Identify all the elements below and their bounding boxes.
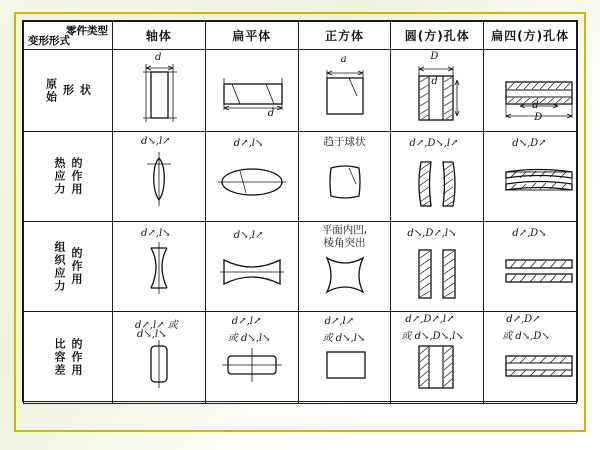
cell-r2-c5 [484, 132, 577, 222]
cell-r3-c5 [484, 222, 577, 312]
column-header-cube: 正方体 [298, 22, 391, 50]
annotation-change: d↘,l↗ [233, 230, 264, 241]
table-row [24, 132, 577, 222]
cell-r1-c5 [484, 50, 577, 132]
corner-bottom-left-label: 变形形式 [28, 35, 70, 47]
annotation-D: D [534, 112, 543, 123]
cell-r4-c4 [391, 312, 484, 404]
annotation-concave-line1: 平面内凹, [321, 224, 368, 236]
corner-top-right-label: 零件类型 [66, 25, 108, 37]
frame-border-left [14, 12, 16, 432]
table-row [24, 50, 577, 132]
annotation-d: d [155, 52, 162, 63]
row-header-thermal-stress [24, 132, 113, 222]
table-header-row [24, 22, 577, 50]
row-header-specific-volume [24, 312, 113, 404]
column-header-flat: 扁平体 [205, 22, 298, 50]
row-header-original-shape-label: 原始 [44, 77, 58, 104]
cell-r3-c4 [391, 222, 484, 312]
annotation-change-line2: 或 d↘,D↘,l↘ [401, 331, 464, 342]
annotation-change: d↗,l↘ [141, 228, 171, 239]
annotation-D: D [430, 51, 439, 62]
row-header-specific-volume-label: 比容差 [53, 338, 66, 377]
table-row [24, 222, 577, 312]
annotation-spherical-tendency: 趋于球状 [323, 136, 366, 148]
annotation-d: d [532, 100, 539, 111]
cell-r4-c3 [298, 312, 391, 404]
annotation-change: d↘,l↗ [141, 136, 171, 147]
row-header-original-shape-label3: 状 [78, 84, 92, 97]
cell-r4-c5 [484, 312, 577, 404]
corner-header-cell [24, 22, 113, 50]
row-header-specific-volume-suffix: 的作用 [70, 338, 83, 377]
annotation-change-line1: d↗,D↗,l↗ [405, 314, 455, 325]
cell-r1-c1 [113, 50, 206, 132]
annotation-change: d↗,l↘ [233, 138, 264, 149]
annotation-d: d [431, 76, 438, 87]
cell-r2-c1 [113, 132, 206, 222]
annotation-change: d↗,D↘,l↗ [409, 138, 459, 149]
row-header-transformation-stress [24, 222, 113, 312]
cell-r1-c3 [298, 50, 391, 132]
annotation-change-line1: d↗,l↗ [324, 316, 355, 327]
annotation-change-line1: d↗,l↗ 或 [135, 320, 178, 331]
annotation-change-line1: d↗,D↗ [506, 314, 541, 325]
column-header-shaft: 轴体 [113, 22, 206, 50]
cell-r4-c2 [205, 312, 298, 404]
annotation-a: a [340, 54, 347, 65]
annotation-change-line2: d↘,l↘ [137, 329, 167, 340]
annotation-concave-line2: 棱角突出 [323, 237, 366, 249]
frame-border-top [14, 12, 586, 14]
cell-r2-c2 [205, 132, 298, 222]
annotation-change-line1: d↗,l↗ [231, 316, 262, 327]
table [23, 21, 577, 404]
annotation-change: d↘,D↗,l↘ [407, 228, 457, 239]
row-header-original-shape-label2: 形 [61, 84, 75, 97]
cell-r3-c1 [113, 222, 206, 312]
row-header-original-shape [24, 50, 113, 132]
annotation-change: d↘,D↗ [512, 138, 547, 149]
deformation-table [22, 20, 578, 402]
frame-border-bottom [14, 430, 586, 432]
annotation-change-line2: 或 d↘,l↘ [227, 333, 271, 344]
cell-r3-c2 [205, 222, 298, 312]
cell-r2-c3 [298, 132, 391, 222]
row-header-thermal-stress-suffix: 的作用 [70, 157, 83, 196]
column-header-flat-square-hole: 扁四(方)孔体 [484, 22, 577, 50]
cell-r1-c2 [205, 50, 298, 132]
row-header-thermal-stress-label: 热应力 [53, 157, 66, 196]
cell-r2-c4 [391, 132, 484, 222]
table-row [24, 312, 577, 404]
row-header-transformation-stress-suffix: 的作用 [70, 247, 83, 286]
column-header-round-hole: 圆(方)孔体 [391, 22, 484, 50]
cell-r3-c3 [298, 222, 391, 312]
annotation-change: d↗,D↘ [512, 228, 547, 239]
cell-r1-c4 [391, 50, 484, 132]
annotation-d: d [267, 108, 275, 119]
annotation-change-line2: 或 d↘,D↘ [502, 331, 550, 342]
annotation-change-line2: 或 d↘,l↘ [322, 333, 366, 344]
row-header-transformation-stress-label: 组织应力 [53, 240, 66, 293]
cell-r4-c1 [113, 312, 206, 404]
